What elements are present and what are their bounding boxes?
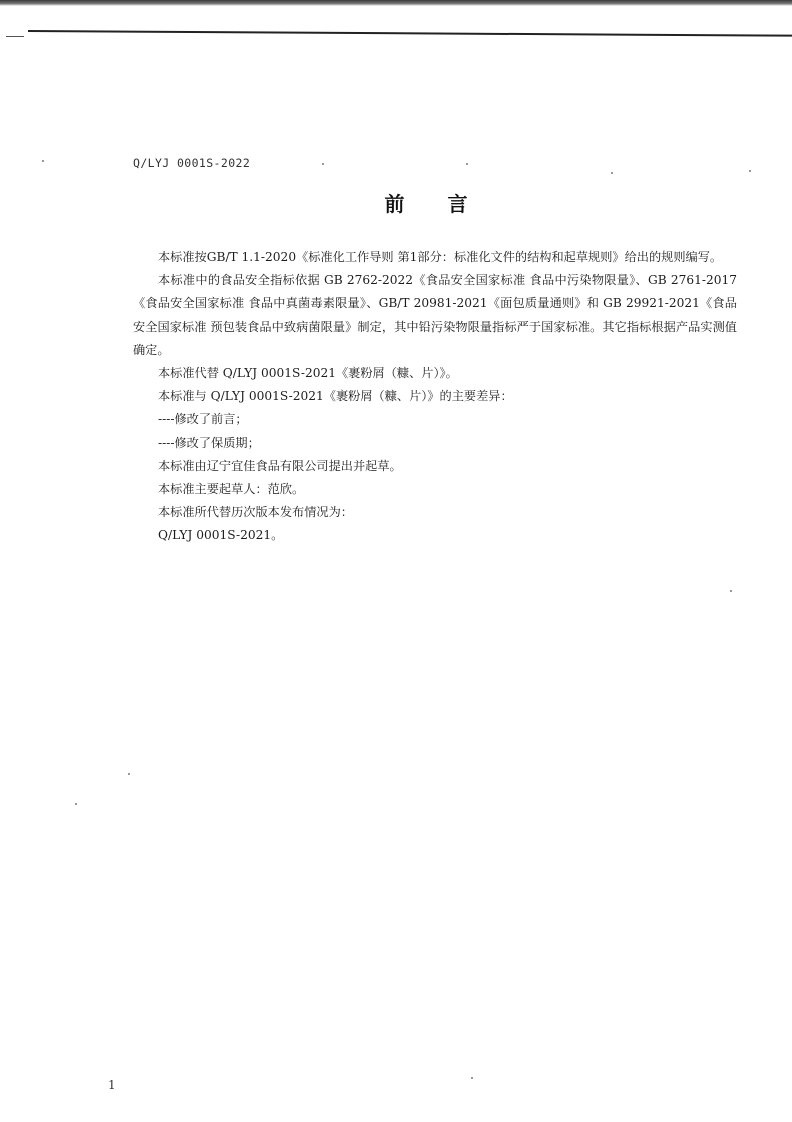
- scan-speck: [128, 773, 130, 775]
- paragraph-proposer: 本标准由辽宁宜佳食品有限公司提出并起草。: [158, 458, 402, 473]
- page-number: 1: [108, 1078, 116, 1092]
- change-item-foreword: ----修改了前言；: [158, 412, 248, 427]
- scan-edge: [0, 0, 792, 6]
- scan-speck: [466, 163, 468, 165]
- scan-speck: [42, 160, 44, 162]
- paragraph-history-item: Q/LYJ 0001S-2021。: [158, 528, 284, 543]
- document-code: Q/LYJ 0001S-2022: [133, 156, 251, 170]
- page-title: 前 言: [384, 192, 486, 216]
- change-item-shelf-life: ----修改了保质期；: [158, 435, 260, 450]
- scan-speck: [749, 170, 751, 172]
- paragraph-safety-indicators: 本标准中的食品安全指标依据 GB 2762-2022《食品安全国家标准 食品中污染物限量》、GB 2761-2017《食品安全国家标准 食品中真菌毒素限量》、GB/T 20981-2021《面包质量通则》和 GB 29921-2021《食品安全国家标准 预包装食品中致病菌限量》制定，其中铅污染物限量指标严于国家标准。其它指标根据产品实测值确定。: [133, 273, 737, 357]
- paragraph-differences: 本标准与 Q/LYJ 0001S-2021《裹粉屑（糠、片）》的主要差异：: [158, 389, 513, 404]
- paragraph-history-intro: 本标准所代替历次版本发布情况为：: [158, 505, 353, 520]
- top-rule-mark: [6, 36, 24, 37]
- foreword-body: [133, 246, 737, 548]
- scan-speck: [471, 1077, 473, 1079]
- paragraph-basis: 本标准按GB/T 1.1-2020《标准化工作导则 第1部分：标准化文件的结构和起草规则》给出的规则编写。: [158, 250, 723, 264]
- scan-speck: [322, 163, 324, 165]
- scan-speck: [730, 590, 732, 592]
- paragraph-replaces: 本标准代替 Q/LYJ 0001S-2021《裹粉屑（糠、片）》。: [158, 366, 458, 381]
- scan-speck: [75, 803, 77, 805]
- top-rule: [28, 30, 792, 37]
- scan-speck: [611, 172, 613, 174]
- paragraph-drafter: 本标准主要起草人：范欣。: [158, 482, 305, 497]
